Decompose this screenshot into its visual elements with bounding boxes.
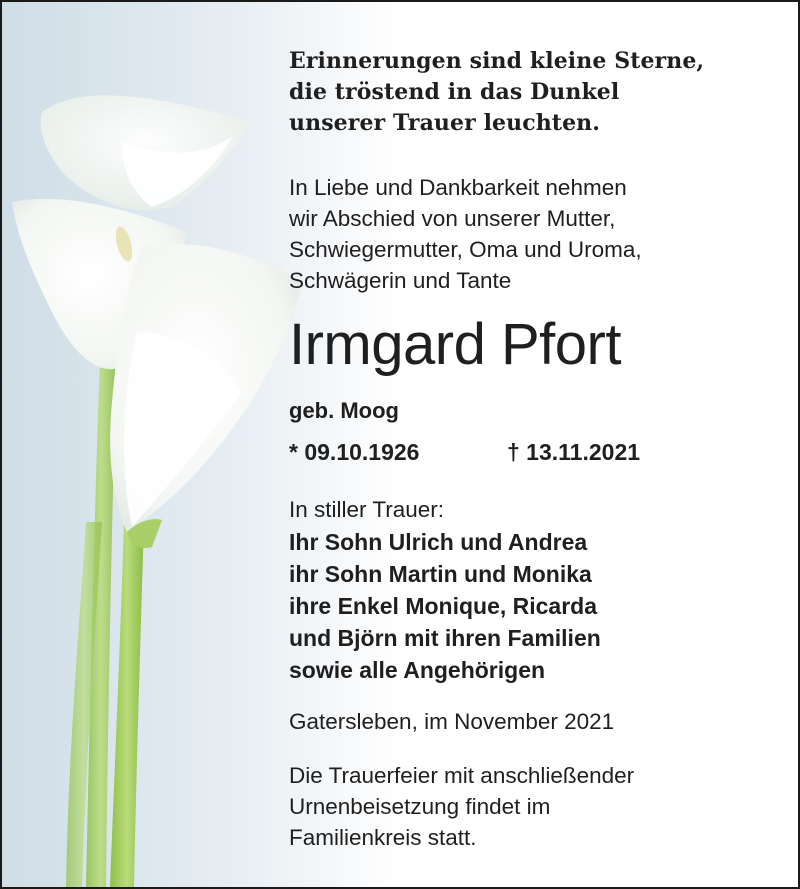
mourner-line: ihre Enkel Monique, Ricarda <box>289 593 598 619</box>
funeral-info <box>289 760 634 853</box>
maiden-name: geb. Moog <box>289 398 399 423</box>
mourner-line: Ihr Sohn Ulrich und Andrea <box>289 529 588 555</box>
intro-line: Schwägerin und Tante <box>289 268 512 293</box>
mourner-line: ihr Sohn Martin und Monika <box>289 561 592 587</box>
birth-date: * 09.10.1926 <box>289 439 420 465</box>
poem-line: unserer Trauer leuchten. <box>289 110 601 136</box>
mourners-list <box>289 526 601 686</box>
intro-text <box>289 172 642 296</box>
intro-line: wir Abschied von unserer Mutter, <box>289 206 616 231</box>
funeral-line: Die Trauerfeier mit anschließender <box>289 763 635 788</box>
mourning-heading: In stiller Trauer: <box>289 497 445 522</box>
funeral-line: Familienkreis statt. <box>289 825 477 850</box>
life-dates <box>289 435 641 469</box>
death-date: † 13.11.2021 <box>507 439 641 465</box>
mourner-line: sowie alle Angehörigen <box>289 657 546 683</box>
poem-line: die tröstend in das Dunkel <box>289 79 620 105</box>
calla-lily-image <box>2 2 332 887</box>
mourner-line: und Björn mit ihren Familien <box>289 625 601 651</box>
poem-line: Erinnerungen sind kleine Sterne, <box>289 48 705 74</box>
poem <box>289 46 704 139</box>
deceased-name: Irmgard Pfort <box>289 312 621 377</box>
place-date: Gatersleben, im November 2021 <box>289 709 615 734</box>
funeral-line: Urnenbeisetzung findet im <box>289 794 551 819</box>
intro-line: In Liebe und Dankbarkeit nehmen <box>289 175 627 200</box>
intro-line: Schwiegermutter, Oma und Uroma, <box>289 237 642 262</box>
